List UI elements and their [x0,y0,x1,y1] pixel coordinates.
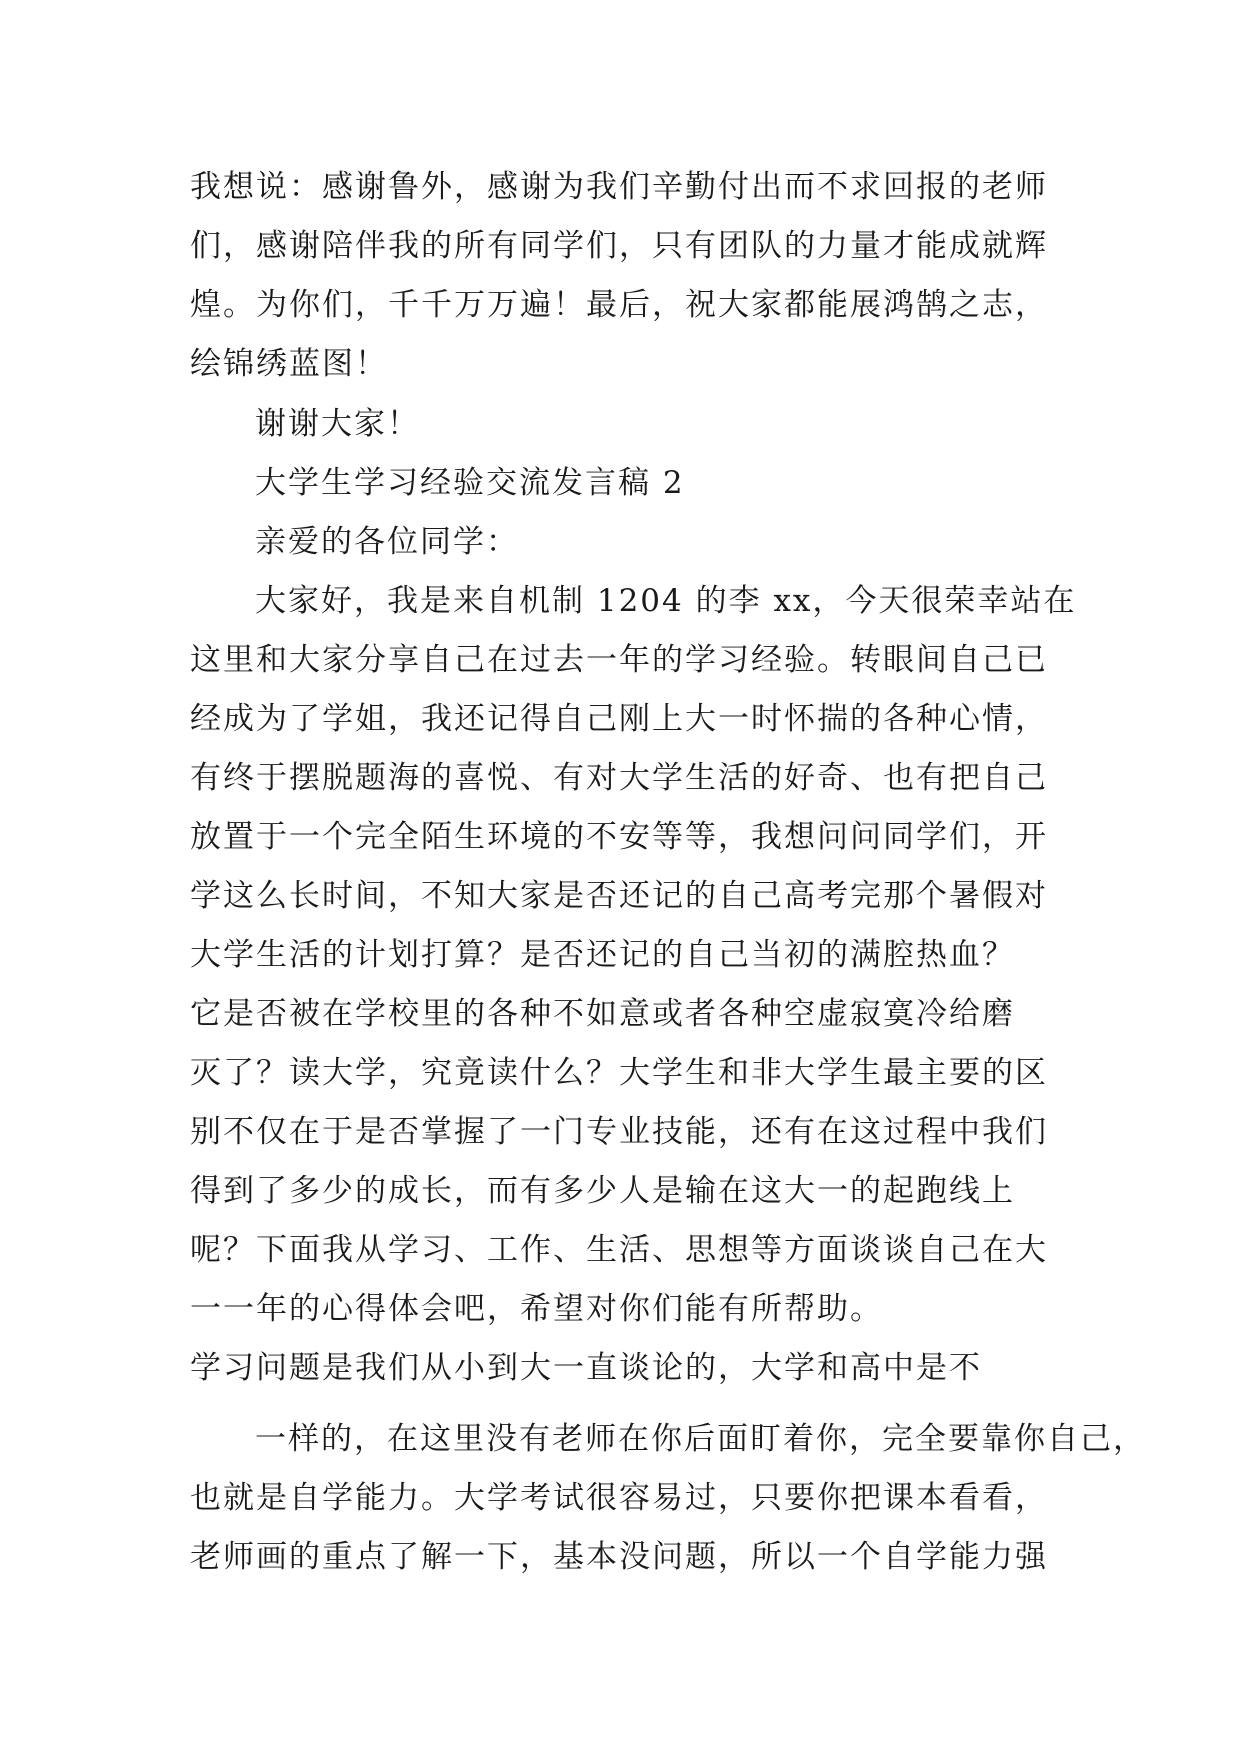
salutation: 亲爱的各位同学： [255,524,519,560]
text-line: 老师画的重点了解一下，基本没问题，所以一个自学能力强 [190,1539,1048,1575]
text-line: 大学生活的计划打算？是否还记的自己当初的满腔热血？ [190,937,1015,973]
text-line: 得到了多少的成长，而有多少人是输在这大一的起跑线上 [190,1173,1015,1209]
text-line: 经成为了学姐，我还记得自己刚上大一时怀揣的各种心情， [190,701,1048,737]
text-line: 学习问题是我们从小到大一直谈论的，大学和高中是不 [190,1350,982,1386]
section-heading: 大学生学习经验交流发言稿 2 [255,465,685,501]
text-line: 一一年的心得体会吧，希望对你们能有所帮助。 [190,1291,883,1327]
text-line: 也就是自学能力。大学考试很容易过，只要你把课本看看， [190,1480,1048,1516]
text-line: 学这么长时间，不知大家是否还记的自己高考完那个暑假对 [190,878,1048,914]
text-line: 有终于摆脱题海的喜悦、有对大学生活的好奇、也有把自己 [190,760,1048,796]
text-line: 它是否被在学校里的各种不如意或者各种空虚寂寞冷给磨 [190,996,1015,1032]
document-body [190,158,1146,1587]
text-line: 呢？下面我从学习、工作、生活、思想等方面谈谈自己在大 [190,1232,1048,1268]
text-line: 煌。为你们，千千万万遍！最后，祝大家都能展鸿鹄之志， [190,287,1048,323]
text-line: 一样的，在这里没有老师在你后面盯着你，完全要靠你自己， [255,1421,1146,1457]
text-line: 灭了？读大学，究竟读什么？大学生和非大学生最主要的区 [190,1055,1048,1091]
text-line: 这里和大家分享自己在过去一年的学习经验。转眼间自己已 [190,642,1048,678]
text-line: 们，感谢陪伴我的所有同学们，只有团队的力量才能成就辉 [190,228,1048,264]
text-line: 绘锦绣蓝图！ [190,346,388,382]
closing-thanks: 谢谢大家！ [255,406,420,442]
text-line: 大家好，我是来自机制 1204 的李 xx，今天很荣幸站在 [255,583,1077,619]
text-line: 我想说：感谢鲁外，感谢为我们辛勤付出而不求回报的老师 [190,169,1048,205]
text-line: 放置于一个完全陌生环境的不安等等，我想问问同学们，开 [190,819,1048,855]
text-line: 别不仅在于是否掌握了一门专业技能，还有在这过程中我们 [190,1114,1048,1150]
